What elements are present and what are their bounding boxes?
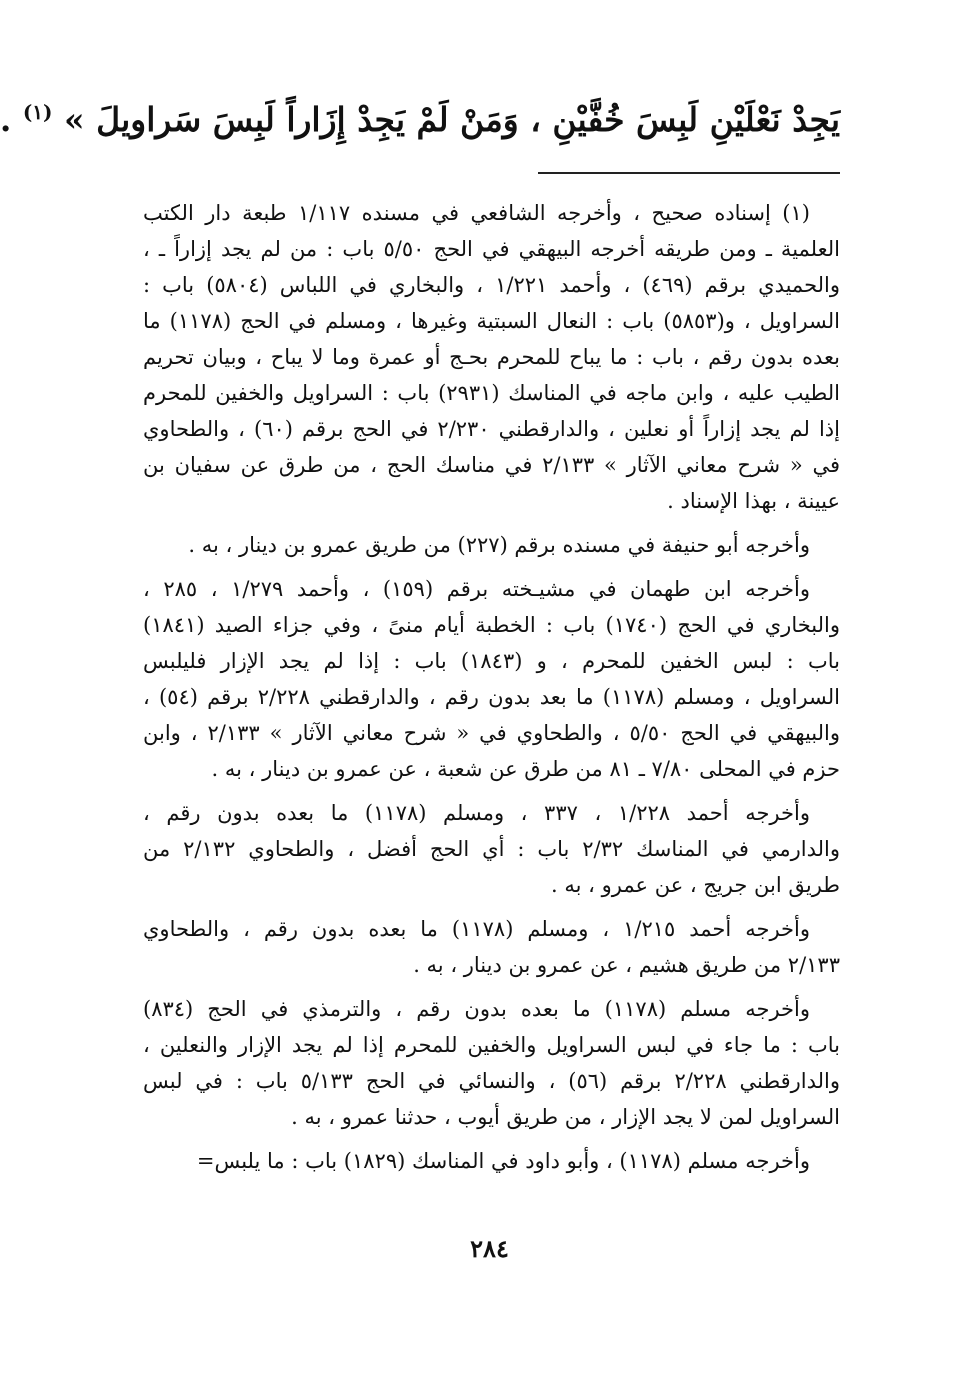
footnotes-section: [143, 195, 840, 1187]
footnote-line: السراويل ، و(٥٨٥٣) باب : النعال السبتية وغيرها ، ومسلم في الحج (١١٧٨) ما: [143, 309, 840, 333]
footnote-paragraph: [143, 527, 840, 563]
footnote-line: والدارقطني ٢/٢٢٨ برقم (٥٦) ، والنسائي في الحج ٥/١٣٣ باب : في لبس: [143, 1069, 841, 1093]
footnote-paragraph: [143, 571, 840, 787]
main-text-line: [0, 88, 840, 144]
footnote-separator: [538, 172, 840, 174]
footnote-line: حزم في المحلى ٧/٨٠ ـ ٨١ من طرق عن شعبة ، عن عمرو بن دينار ، به .: [211, 757, 840, 781]
footnote-line: وأخرجه مسلم (١١٧٨) ما بعده بدون رقم ، والترمذي في الحج (٨٣٤): [143, 997, 810, 1021]
footnote-line: وأخرجه أحمد ١/٢١٥ ، ومسلم (١١٧٨) ما بعده بدون رقم ، والطحاوي: [143, 917, 810, 941]
footnote-paragraph: [143, 195, 840, 519]
main-text: يَجِدْ نَعْلَيْنِ لَبِسَ خُفَّيْنِ ، وَمَنْ لَمْ يَجِدْ إِزَاراً لَبِسَ سَراويلَ »: [64, 100, 840, 139]
footnote-paragraph: [143, 795, 840, 903]
footnote-line: في « شرح معاني الآثار » ٢/١٣٣ في مناسك الحج ، من طرق عن سفيان بن: [143, 453, 840, 477]
footnote-line: وأخرجه ابن طهمان في مشيـخته برقم (١٥٩) ، وأحمد ١/٢٧٩ ، ٢٨٥ ،: [143, 577, 810, 601]
footnote-line: باب : ما جاء في لبس السراويل والخفين للمحرم إذا لم يجد الإزار والنعلين ،: [143, 1033, 840, 1057]
footnote-line: عيينة ، بهذا الإسناد .: [667, 489, 840, 513]
footnote-paragraph: [143, 911, 840, 983]
footnote-line: الطيب عليه ، وابن ماجه في المناسك (٢٩٣١) باب : السراويل والخفين للمحرم: [143, 381, 840, 405]
footnote-line: (١) إسناده صحيح ، وأخرجه الشافعي في مسنده ١/١١٧ طبعة دار الكتب: [143, 201, 810, 225]
footnote-paragraph: [143, 1143, 840, 1179]
footnote-line: وأخرجه أبو حنيفة في مسنده برقم (٢٢٧) من طريق عمرو بن دينار ، به .: [188, 533, 810, 557]
footnote-line: والدارمي في المناسك ٢/٣٢ باب : أي الحج أفضل ، والطحاوي ٢/١٣٢ من: [143, 837, 840, 861]
footnote-line: طريق ابن جريج ، عن عمرو ، به .: [551, 873, 840, 897]
footnote-line: ٢/١٣٣ من طريق هشيم ، عن عمرو بن دينار ، به .: [413, 953, 840, 977]
footnote-line: والبخاري في الحج (١٧٤٠) باب : الخطبة أيام منىً ، وفي جزاء الصيد (١٨٤١): [143, 613, 840, 637]
footnote-line: العلمية ـ ومن طريقه أخرجه البيهقي في الحج ٥/٥٠ باب : من لم يجد إزاراً ـ ،: [143, 237, 840, 261]
page-number: ٢٨٤: [470, 1234, 509, 1263]
footnote-line: وأخرجه أحمد ١/٢٢٨ ، ٣٣٧ ، ومسلم (١١٧٨) ما بعده بدون رقم ،: [143, 801, 810, 825]
footnote-line: بعده بدون رقم ، باب : ما يباح للمحرم بحـج أو عمرة وما لا يباح ، وبيان تحريم: [143, 345, 840, 369]
footnote-line: السراويل لمن لا يجد الإزار ، من طريق أيوب ، حدثنا عمرو ، به .: [291, 1105, 840, 1129]
footnote-line: السراويل ، ومسلم (١١٧٨) ما بعد بدون رقم ، والدارقطني ٢/٢٢٨ برقم (٥٤) ،: [143, 685, 840, 709]
footnote-paragraph: [143, 991, 840, 1135]
footnote-line: إذا لم يجد إزاراً أو نعلين ، والدارقطني ٢/٢٣٠ في الحج برقم (٦٠) ، والطحاوي: [143, 417, 840, 441]
footnote-line: والحميدي برقم (٤٦٩) ، وأحمد ١/٢٢١ ، والبخاري في اللباس (٥٨٠٤) باب :: [143, 273, 841, 297]
footnote-ref-marker: (١): [22, 100, 53, 124]
footnote-line: والبيهقي في الحج ٥/٥٠ ، والطحاوي في « شرح معاني الآثار » ٢/١٣٣ ، وابن: [143, 721, 840, 745]
footnote-line: وأخرجه مسلم (١١٧٨) ، وأبو داود في المناسك (١٨٢٩) باب : ما يلبس=: [196, 1149, 810, 1173]
footnote-line: باب : لبس الخفين للمحرم ، و (١٨٤٣) باب : إذا لم يجد الإزار فليلبس: [143, 649, 840, 673]
main-text-end-mark: .: [0, 100, 12, 139]
